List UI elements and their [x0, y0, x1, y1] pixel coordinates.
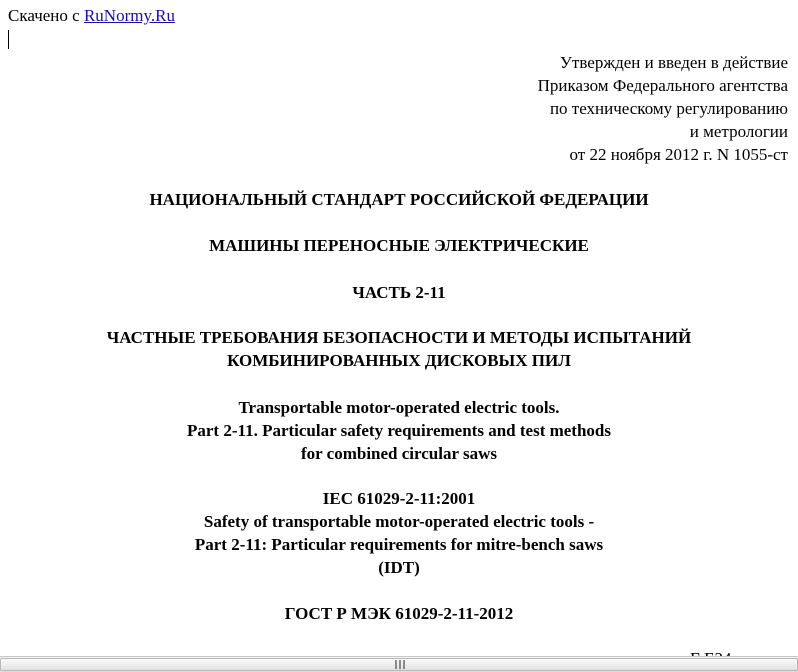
approval-line: Приказом Федерального агентства	[537, 76, 788, 95]
scrollbar-thumb[interactable]	[0, 658, 798, 671]
approval-line: Утвержден и введен в действие	[559, 53, 788, 72]
requirements-heading	[0, 326, 798, 372]
part-text: ЧАСТЬ 2-11	[352, 283, 446, 302]
approval-line: от 22 ноября 2012 г. N 1055-ст	[569, 145, 788, 164]
horizontal-scrollbar[interactable]	[0, 656, 798, 672]
english-title-line-1: Transportable motor-operated electric tools.	[238, 398, 560, 417]
national-standard-text: НАЦИОНАЛЬНЫЙ СТАНДАРТ РОССИЙСКОЙ ФЕДЕРАЦИИ	[149, 190, 649, 209]
machines-heading	[0, 234, 798, 257]
approval-line: по техническому регулированию	[549, 99, 788, 118]
source-line	[8, 5, 175, 27]
text-cursor	[8, 30, 9, 49]
requirements-line-2: КОМБИНИРОВАННЫХ ДИСКОВЫХ ПИЛ	[227, 351, 571, 370]
requirements-line-1: ЧАСТНЫЕ ТРЕБОВАНИЯ БЕЗОПАСНОСТИ И МЕТОДЫ ИСПЫТАНИЙ	[106, 328, 692, 347]
english-title	[0, 396, 798, 465]
iec-block	[0, 487, 798, 579]
gost-text: ГОСТ Р МЭК 61029-2-11-2012	[284, 604, 514, 623]
approval-line: и метрологии	[689, 122, 788, 141]
english-title-line-3: for combined circular saws	[301, 444, 497, 463]
iec-code: IEC 61029-2-11:2001	[322, 489, 476, 508]
approval-block	[538, 51, 788, 166]
grip-icon	[395, 660, 405, 669]
source-prefix: Скачено с	[8, 6, 84, 25]
runormy-link[interactable]: RuNormy.Ru	[83, 6, 175, 25]
english-title-line-2: Part 2-11. Particular safety requirements and test methods	[187, 421, 611, 440]
iec-idt: (IDT)	[378, 558, 420, 577]
part-heading	[0, 281, 798, 304]
national-standard-heading	[0, 188, 798, 211]
iec-title-line-2: Part 2-11: Particular requirements for mitre-bench saws	[194, 535, 604, 554]
iec-title-line-1: Safety of transportable motor-operated electric tools -	[203, 512, 595, 531]
gost-designation	[0, 602, 798, 625]
machines-text: МАШИНЫ ПЕРЕНОСНЫЕ ЭЛЕКТРИЧЕСКИЕ	[209, 236, 589, 255]
